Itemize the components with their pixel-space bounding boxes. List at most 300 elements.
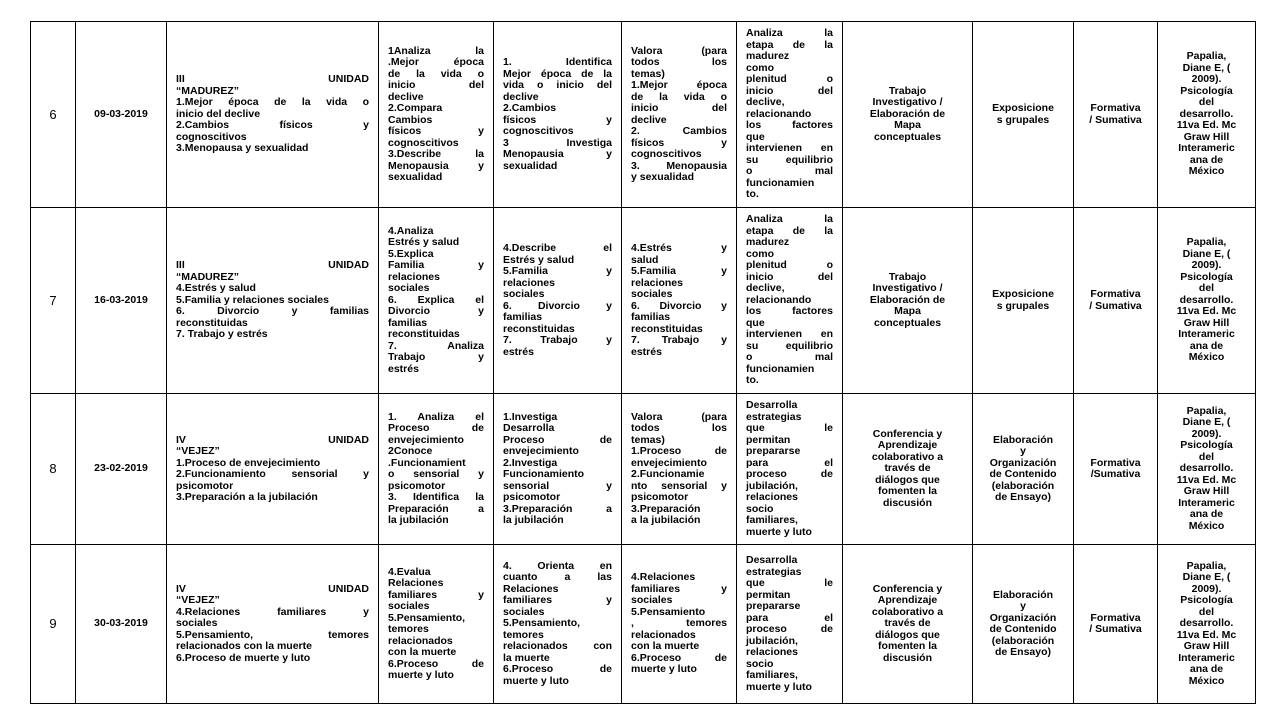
cell-line: cognoscitivos bbox=[388, 136, 459, 149]
cell-line: cognoscitivos bbox=[176, 130, 247, 143]
table-row bbox=[31, 208, 1256, 394]
cell-line: fomenten la bbox=[878, 640, 937, 653]
cell-line: /Sumativa bbox=[1090, 468, 1141, 480]
unit-topics bbox=[176, 97, 369, 155]
cell-line: declive, bbox=[746, 282, 785, 295]
cell-line: Trabajo bbox=[888, 270, 927, 283]
cell-line: 7. Trabajo y bbox=[631, 334, 727, 346]
cell-line: Exposicione bbox=[992, 288, 1054, 300]
cell-line: 11va Ed. Mc bbox=[1176, 628, 1237, 641]
attitudinal-cell bbox=[622, 394, 737, 545]
cell-line: o mal bbox=[746, 165, 833, 178]
cell-line: conceptuales bbox=[873, 316, 942, 329]
cell-line: 6. Divorcio y bbox=[631, 299, 727, 312]
cell-line: Mapa bbox=[894, 119, 921, 132]
cell-line: (elaboración bbox=[991, 634, 1055, 647]
cell-line: 4.Evalua bbox=[388, 565, 431, 578]
cell-line: intervienen en bbox=[746, 142, 833, 155]
cell-line: 4.Relaciones familiares y bbox=[176, 605, 369, 618]
table-row bbox=[31, 22, 1256, 208]
cell-line: Psicología bbox=[1180, 270, 1233, 283]
cell-line: Elaboración de bbox=[869, 293, 946, 306]
cell-line: 1. Identifica bbox=[503, 56, 612, 68]
cell-line: relacionados con bbox=[503, 640, 612, 653]
cell-line: Trabajo y bbox=[388, 351, 484, 364]
cell-line: 6. Divorcio y bbox=[503, 299, 612, 312]
cell-line: Diane E, ( bbox=[1182, 61, 1231, 74]
cell-line: 4.Describe el bbox=[503, 242, 612, 254]
cell-line: desarrollo. bbox=[1179, 462, 1234, 475]
cell-line: estrés bbox=[503, 345, 534, 358]
cell-line: cuanto a las bbox=[503, 571, 612, 584]
cell-line: Divorcio y bbox=[388, 305, 484, 318]
cell-line: 1Analiza la bbox=[388, 44, 484, 57]
cell-line: familiares, bbox=[746, 514, 798, 526]
cell-line: Interameric bbox=[1178, 496, 1235, 509]
cell-line: todos los bbox=[631, 56, 727, 68]
cell-line: declive bbox=[388, 90, 424, 103]
cell-line: declive, bbox=[746, 96, 785, 109]
cell-line: Papalia, bbox=[1186, 559, 1227, 572]
cell-line: Diane E, ( bbox=[1182, 247, 1231, 260]
cell-line: temores bbox=[503, 628, 544, 641]
bibliography-cell bbox=[1158, 22, 1256, 208]
cell-line: Valora (para bbox=[631, 44, 727, 57]
cell-line: diálogos que bbox=[875, 628, 940, 641]
competence-cell bbox=[379, 22, 494, 208]
unit-title: III UNIDAD bbox=[176, 73, 369, 86]
strategy-cell bbox=[843, 22, 973, 208]
cell-line: desarrollo. bbox=[1179, 617, 1234, 630]
cell-line: permitan bbox=[746, 433, 791, 446]
cell-line: Cambios bbox=[388, 113, 433, 126]
cell-line: inicio del declive bbox=[176, 107, 261, 120]
cell-line: 1.Investiga bbox=[503, 410, 558, 423]
cell-line: del bbox=[1198, 605, 1215, 618]
cell-line: 4.Estrés y bbox=[631, 242, 727, 254]
cell-line: 6.Proceso de bbox=[503, 663, 612, 676]
cell-line: Trabajo bbox=[888, 84, 927, 97]
cell-line: funcionamien bbox=[746, 176, 815, 189]
cell-line: la jubilación bbox=[503, 514, 564, 526]
strategy-cell bbox=[843, 545, 973, 704]
cell-line: Elaboración de bbox=[869, 107, 946, 120]
activity-cell bbox=[973, 545, 1074, 704]
cell-line: reconstituidas bbox=[631, 322, 703, 335]
cell-line: 5.Pensamiento bbox=[631, 605, 706, 618]
competence-cell bbox=[379, 394, 494, 545]
cell-line: Diane E, ( bbox=[1182, 416, 1231, 429]
cell-line: familiares, bbox=[746, 669, 798, 681]
cell-line: Interameric bbox=[1178, 328, 1235, 341]
cell-line: relacionados bbox=[631, 628, 696, 641]
cell-line: envejecimiento bbox=[503, 445, 579, 457]
cell-line: como bbox=[746, 61, 775, 74]
unit-name: “VEJEZ” bbox=[176, 445, 220, 457]
cell-line: Aprendizaje bbox=[877, 439, 938, 452]
cell-line: Desarrolla bbox=[503, 422, 555, 434]
cell-line: 5.Pensamiento, bbox=[503, 617, 581, 630]
cell-line: Analiza la bbox=[746, 27, 833, 40]
cell-line: relacionados con la muerte bbox=[176, 640, 312, 653]
cell-line: ana de bbox=[1189, 508, 1224, 521]
cell-line: Diane E, ( bbox=[1182, 571, 1231, 584]
cell-line: psicomotor bbox=[503, 491, 561, 503]
cell-line: sociales bbox=[388, 282, 430, 295]
cell-line: Conferencia y bbox=[872, 582, 943, 595]
cell-line: vida o inicio del bbox=[503, 79, 612, 91]
cell-line: Valora (para bbox=[631, 410, 727, 423]
cell-line: como bbox=[746, 247, 775, 260]
cell-line: 2009). bbox=[1191, 427, 1222, 440]
cell-line: Desarrolla bbox=[746, 554, 798, 566]
cell-line: permitan bbox=[746, 588, 791, 601]
cell-line: 1.Proceso de envejecimiento bbox=[176, 456, 321, 469]
cell-line: para el bbox=[746, 611, 833, 624]
cell-line: inicio del bbox=[746, 270, 833, 283]
cell-line: 11va Ed. Mc bbox=[1176, 119, 1237, 132]
cell-line: relacionando bbox=[746, 107, 812, 120]
outcome-cell bbox=[737, 208, 843, 394]
cell-line: México bbox=[1188, 351, 1225, 364]
cell-line: , temores bbox=[631, 617, 727, 630]
cell-line: muerte y luto bbox=[746, 680, 812, 693]
cell-line: 3.Preparación a la jubilación bbox=[176, 491, 318, 503]
cell-line: colaborativo a bbox=[871, 605, 944, 618]
cell-line: madurez bbox=[746, 236, 790, 249]
cell-line: 2.Investiga bbox=[503, 456, 558, 469]
cell-line: muerte y luto bbox=[388, 669, 454, 681]
cell-line: 5.Pensamiento, bbox=[388, 611, 466, 624]
cell-line: con la muerte bbox=[631, 640, 700, 653]
cell-line: nto sensorial y bbox=[631, 479, 727, 492]
cell-line: 2.Compara bbox=[388, 102, 443, 114]
cell-line: su equilibrio bbox=[746, 339, 833, 352]
cell-line: Familia y bbox=[388, 259, 484, 272]
cell-line: fomenten la bbox=[878, 485, 937, 498]
cell-line: intervienen en bbox=[746, 328, 833, 341]
cell-line: del bbox=[1198, 96, 1215, 109]
cell-line: desarrollo. bbox=[1179, 107, 1234, 120]
planning-table bbox=[30, 21, 1256, 704]
unit-name: “MADUREZ” bbox=[176, 270, 239, 283]
cell-line: con la muerte bbox=[388, 646, 457, 658]
cell-line: Formativa bbox=[1090, 288, 1141, 300]
cell-line: conceptuales bbox=[873, 130, 942, 143]
cell-line: 2.Funcionamiento sensorial y bbox=[176, 468, 369, 480]
cell-line: que bbox=[746, 130, 765, 143]
cell-line: Funcionamiento bbox=[503, 468, 585, 480]
table-row bbox=[31, 545, 1256, 704]
evaluation-cell bbox=[1074, 22, 1158, 208]
cell-line: sociales bbox=[503, 288, 545, 300]
cell-line: los factores bbox=[746, 119, 833, 132]
cell-line: madurez bbox=[746, 50, 790, 63]
cell-line: inicio del bbox=[631, 102, 727, 114]
unit-content bbox=[167, 545, 379, 704]
cell-line: .Funcionamient bbox=[388, 456, 466, 469]
cell-line: y sexualidad bbox=[631, 171, 695, 183]
cell-line: físicos y bbox=[631, 136, 727, 149]
cell-line: Interameric bbox=[1178, 651, 1235, 664]
cell-line: socio bbox=[746, 657, 774, 670]
cell-line: prepararse bbox=[746, 600, 801, 612]
competence-cell bbox=[379, 208, 494, 394]
unit-content bbox=[167, 22, 379, 208]
evaluation-cell bbox=[1074, 545, 1158, 704]
cell-line: ana de bbox=[1189, 153, 1224, 166]
cell-line: muerte y luto bbox=[631, 663, 697, 676]
cell-line: Exposicione bbox=[992, 102, 1054, 114]
cell-line: Papalia, bbox=[1186, 50, 1227, 63]
outcome-cell bbox=[737, 394, 843, 545]
cell-line: proceso de bbox=[746, 468, 833, 480]
cell-line: familiares y bbox=[631, 582, 727, 595]
cell-line: envejecimiento bbox=[631, 456, 707, 469]
cell-line: muerte y luto bbox=[503, 674, 569, 687]
cell-line: México bbox=[1188, 674, 1225, 687]
cell-line: de la vida o bbox=[388, 67, 484, 80]
cell-line: sexualidad bbox=[388, 171, 443, 183]
cell-line: jubilación, bbox=[746, 479, 798, 492]
cell-line: / Sumativa bbox=[1089, 299, 1142, 312]
cell-line: sensorial y bbox=[503, 479, 612, 492]
cell-line: .Mejor época bbox=[388, 56, 484, 68]
cell-line: sociales bbox=[503, 605, 545, 618]
cell-line: 3. Identifica la bbox=[388, 491, 484, 503]
cell-line: familias bbox=[631, 311, 671, 323]
cell-line: de la vida o bbox=[631, 90, 727, 103]
cell-line: envejecimiento bbox=[388, 433, 464, 446]
session-number: 9 bbox=[31, 545, 76, 704]
cell-line: familiares y bbox=[503, 594, 612, 607]
cell-line: 11va Ed. Mc bbox=[1176, 473, 1237, 486]
cell-line: salud bbox=[631, 253, 659, 266]
session-number: 7 bbox=[31, 208, 76, 394]
cell-line: 6. Explica el bbox=[388, 293, 484, 306]
cell-line: psicomotor bbox=[631, 491, 689, 503]
cell-line: 6. Divorcio y familias bbox=[176, 305, 369, 318]
unit-content bbox=[167, 208, 379, 394]
cell-line: México bbox=[1188, 519, 1225, 532]
procedural-cell bbox=[494, 545, 622, 704]
cell-line: su equilibrio bbox=[746, 153, 833, 166]
cell-line: cognoscitivos bbox=[503, 125, 574, 137]
cell-line: ana de bbox=[1189, 663, 1224, 676]
cell-line: Estrés y salud bbox=[388, 236, 460, 249]
cell-line: desarrollo. bbox=[1179, 293, 1234, 306]
cell-line: cognoscitivos bbox=[631, 148, 702, 160]
cell-line: del bbox=[1198, 282, 1215, 295]
cell-line: 7. Analiza bbox=[388, 339, 484, 352]
cell-line: Mapa bbox=[894, 305, 921, 318]
cell-line: relaciones bbox=[503, 276, 555, 289]
cell-line: todos los bbox=[631, 422, 727, 434]
cell-line: reconstituidas bbox=[176, 316, 248, 329]
cell-line: discusión bbox=[882, 496, 932, 509]
cell-line: 4. Orienta en bbox=[503, 559, 612, 572]
session-number: 8 bbox=[31, 394, 76, 545]
cell-line: sociales bbox=[388, 600, 430, 612]
cell-line: ana de bbox=[1189, 339, 1224, 352]
cell-line: proceso de bbox=[746, 623, 833, 635]
cell-line: 2.Funcionamie bbox=[631, 468, 705, 480]
cell-line: 5.Pensamiento, temores bbox=[176, 628, 369, 641]
cell-line: (elaboración bbox=[991, 479, 1055, 492]
cell-line: 5.Familia y relaciones sociales bbox=[176, 293, 329, 306]
cell-line: Menopausia y bbox=[388, 159, 484, 172]
cell-line: y bbox=[1020, 600, 1026, 612]
cell-line: Investigativo / bbox=[872, 96, 943, 109]
cell-line: discusión bbox=[882, 651, 932, 664]
session-number: 6 bbox=[31, 22, 76, 208]
session-date: 30-03-2019 bbox=[76, 545, 167, 704]
cell-line: 7. Trabajo y bbox=[503, 334, 612, 346]
cell-line: que le bbox=[746, 422, 833, 434]
cell-line: psicomotor bbox=[176, 479, 234, 492]
cell-line: Psicología bbox=[1180, 439, 1233, 452]
cell-line: 1.Proceso de bbox=[631, 445, 727, 457]
cell-line: 3 Investiga bbox=[503, 136, 612, 149]
cell-line: 1.Mejor época bbox=[631, 79, 727, 91]
cell-line: inicio del bbox=[746, 84, 833, 97]
cell-line: Organización bbox=[989, 611, 1057, 624]
unit-title: IV UNIDAD bbox=[176, 582, 369, 595]
cell-line: para el bbox=[746, 456, 833, 469]
strategy-cell bbox=[843, 208, 973, 394]
cell-line: 4.Estrés y salud bbox=[176, 282, 256, 295]
cell-line: 3.Menopausa y sexualidad bbox=[176, 142, 309, 155]
cell-line: 3. Menopausia bbox=[631, 159, 727, 172]
cell-line: Desarrolla bbox=[746, 399, 798, 411]
cell-line: Investigativo / bbox=[872, 282, 943, 295]
cell-line: los factores bbox=[746, 305, 833, 318]
attitudinal-cell bbox=[622, 545, 737, 704]
outcome-cell bbox=[737, 545, 843, 704]
cell-line: de Contenido bbox=[989, 623, 1057, 635]
cell-line: 6.Proceso de bbox=[388, 657, 484, 670]
cell-line: 4.Analiza bbox=[388, 224, 434, 237]
cell-line: prepararse bbox=[746, 445, 801, 457]
cell-line: 6.Proceso de muerte y luto bbox=[176, 651, 311, 664]
cell-line: 3.Preparación a bbox=[503, 502, 612, 515]
cell-line: 7. Trabajo y estrés bbox=[176, 328, 268, 341]
cell-line: jubilación, bbox=[746, 634, 798, 647]
cell-line: relaciones bbox=[746, 491, 798, 503]
cell-line: relaciones bbox=[388, 270, 440, 283]
cell-line: familiares y bbox=[388, 588, 484, 601]
evaluation-cell bbox=[1074, 208, 1158, 394]
cell-line: Analiza la bbox=[746, 213, 833, 226]
cell-line: s grupales bbox=[996, 113, 1050, 126]
cell-line: s grupales bbox=[996, 299, 1050, 312]
cell-line: estrategias bbox=[746, 410, 802, 423]
procedural-cell bbox=[494, 208, 622, 394]
cell-line: temas) bbox=[631, 433, 665, 446]
cell-line: 5.Familia y bbox=[631, 265, 727, 277]
cell-line: temores bbox=[388, 623, 429, 635]
cell-line: del bbox=[1198, 450, 1215, 463]
cell-line: Formativa bbox=[1090, 456, 1141, 469]
cell-line: Psicología bbox=[1180, 594, 1233, 607]
cell-line: físicos y bbox=[388, 125, 484, 137]
cell-line: Aprendizaje bbox=[877, 594, 938, 607]
cell-line: Menopausia y bbox=[503, 148, 612, 160]
cell-line: Proceso de bbox=[388, 422, 484, 434]
cell-line: 2009). bbox=[1191, 582, 1222, 595]
cell-line: Elaboración bbox=[992, 433, 1054, 446]
cell-line: físicos y bbox=[503, 113, 612, 126]
strategy-cell bbox=[843, 394, 973, 545]
cell-line: 11va Ed. Mc bbox=[1176, 305, 1237, 318]
cell-line: psicomotor bbox=[388, 479, 446, 492]
cell-line: / Sumativa bbox=[1089, 623, 1142, 635]
unit-topics bbox=[176, 283, 369, 341]
cell-line: de Contenido bbox=[989, 468, 1057, 480]
cell-line: o sensorial y bbox=[388, 468, 484, 480]
cell-line: la muerte bbox=[503, 651, 550, 664]
cell-line: la jubilación bbox=[388, 514, 449, 526]
cell-line: sociales bbox=[631, 594, 673, 607]
cell-line: Graw Hill bbox=[1183, 640, 1230, 653]
cell-line: Conferencia y bbox=[872, 427, 943, 440]
cell-line: colaborativo a bbox=[871, 450, 944, 463]
cell-line: plenitud o bbox=[746, 259, 833, 272]
cell-line: Graw Hill bbox=[1183, 316, 1230, 329]
cell-line: to. bbox=[746, 374, 759, 387]
cell-line: Relaciones bbox=[503, 582, 559, 595]
cell-line: 5.Familia y bbox=[503, 265, 612, 277]
cell-line: inicio del bbox=[388, 79, 484, 91]
cell-line: familias bbox=[503, 311, 543, 323]
cell-line: 3.Describe la bbox=[388, 148, 484, 160]
cell-line: 3.Preparación bbox=[631, 502, 701, 515]
cell-line: relaciones bbox=[746, 646, 798, 658]
unit-content bbox=[167, 394, 379, 545]
cell-line: Elaboración bbox=[992, 588, 1054, 601]
cell-line: 2.Cambios bbox=[503, 102, 557, 114]
unit-title: IV UNIDAD bbox=[176, 433, 369, 446]
cell-line: de Ensayo) bbox=[994, 646, 1052, 658]
cell-line: muerte y luto bbox=[746, 525, 812, 538]
outcome-cell bbox=[737, 22, 843, 208]
cell-line: / Sumativa bbox=[1089, 113, 1142, 126]
attitudinal-cell bbox=[622, 22, 737, 208]
session-date: 09-03-2019 bbox=[76, 22, 167, 208]
cell-line: declive bbox=[503, 90, 539, 103]
cell-line: to. bbox=[746, 188, 759, 201]
cell-line: Estrés y salud bbox=[503, 253, 575, 266]
cell-line: a la jubilación bbox=[631, 514, 701, 526]
bibliography-cell bbox=[1158, 394, 1256, 545]
competence-cell bbox=[379, 545, 494, 704]
cell-line: Organización bbox=[989, 456, 1057, 469]
cell-line: temas) bbox=[631, 67, 665, 80]
evaluation-cell bbox=[1074, 394, 1158, 545]
cell-line: de Ensayo) bbox=[994, 491, 1052, 503]
unit-topics bbox=[176, 458, 369, 504]
cell-line: través de bbox=[884, 617, 931, 630]
cell-line: Preparación a bbox=[388, 502, 484, 515]
table-row bbox=[31, 394, 1256, 545]
cell-line: 2009). bbox=[1191, 259, 1222, 272]
cell-line: que bbox=[746, 316, 765, 329]
procedural-cell bbox=[494, 394, 622, 545]
cell-line: 4.Relaciones bbox=[631, 571, 696, 584]
cell-line: Papalia, bbox=[1186, 236, 1227, 249]
unit-name: “VEJEZ” bbox=[176, 594, 220, 607]
cell-line: que le bbox=[746, 577, 833, 589]
